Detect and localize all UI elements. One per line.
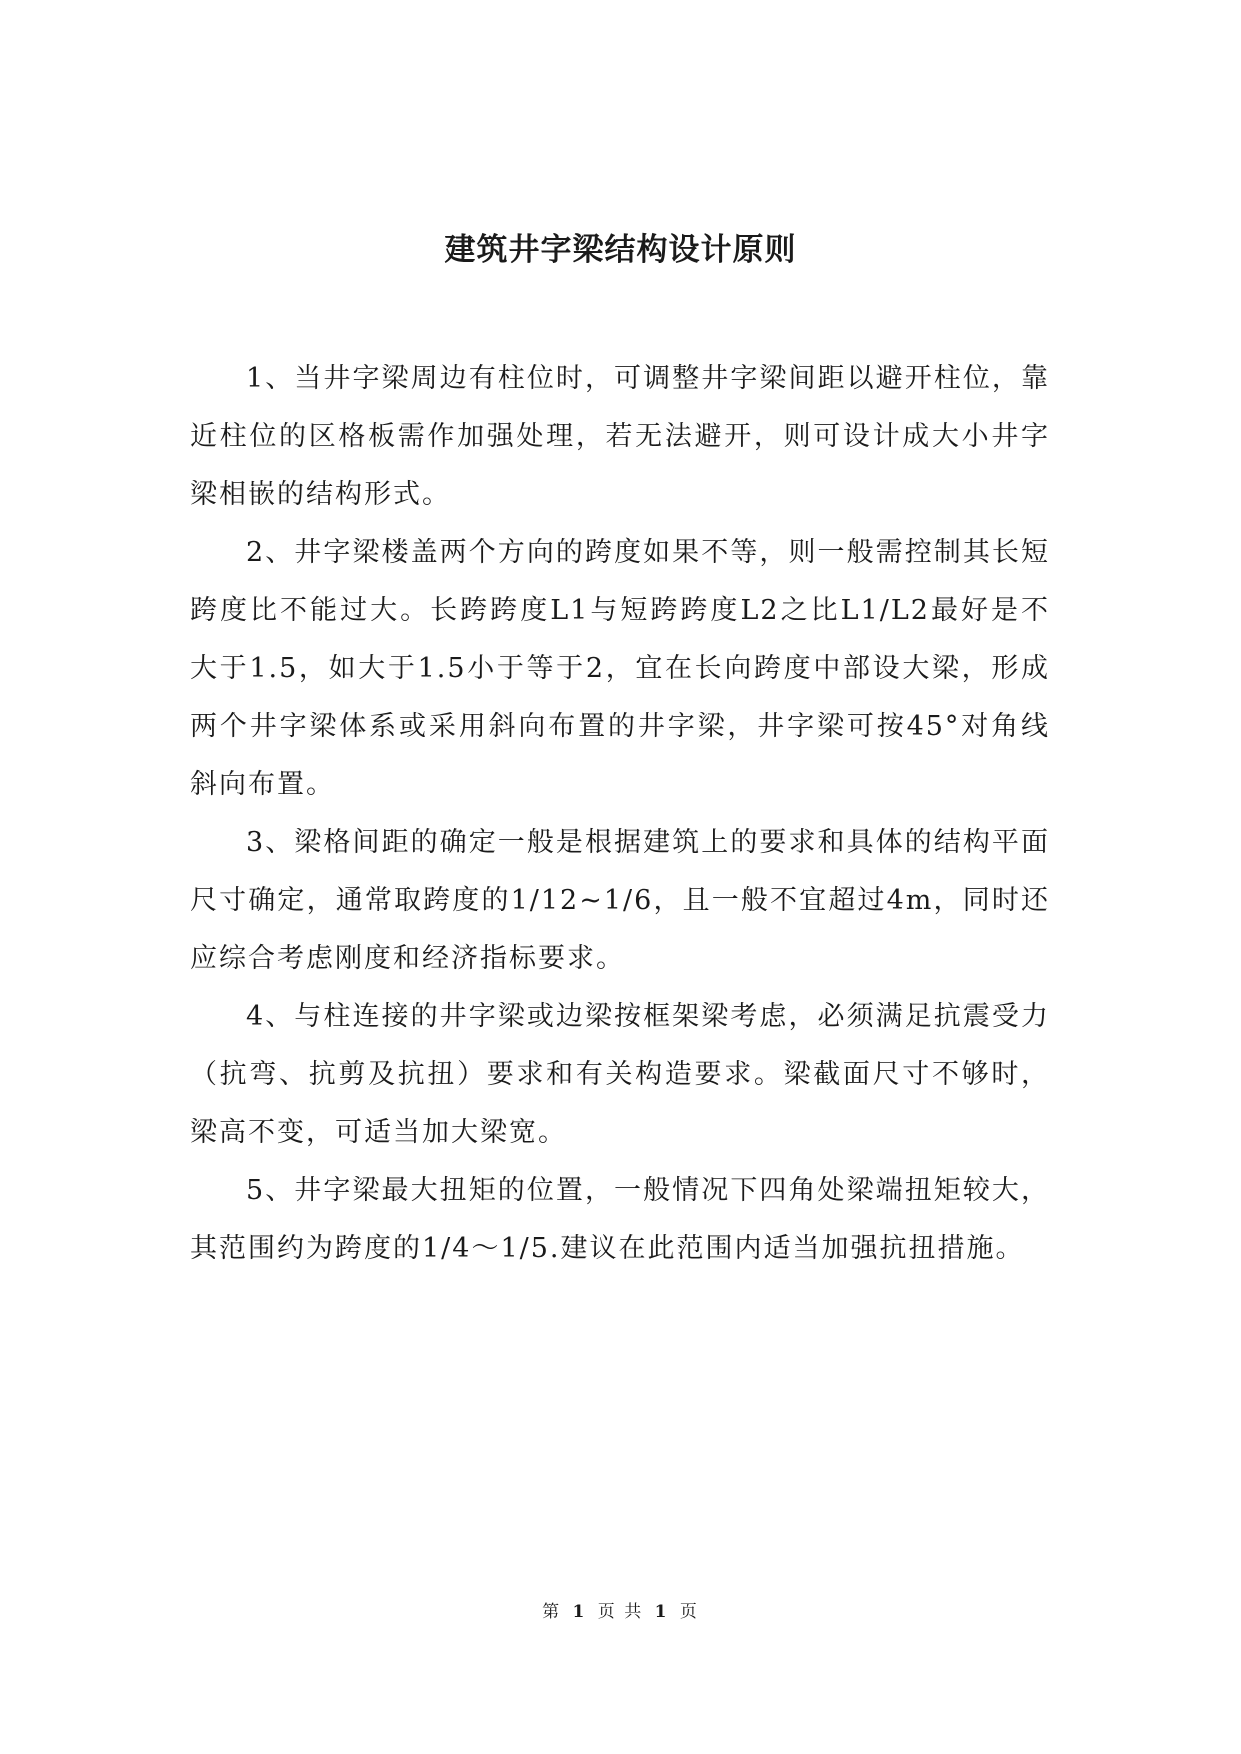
page-footer xyxy=(0,1600,1241,1624)
document-title: 建筑井字梁结构设计原则 xyxy=(444,232,797,268)
paragraph-5: 5、井字梁最大扭矩的位置，一般情况下四角处梁端扭矩较大，其范围约为跨度的1/4～1/5.建议在此范围内适当加强抗扭措施。 xyxy=(190,1175,1050,1264)
paragraph-3: 3、梁格间距的确定一般是根据建筑上的要求和具体的结构平面尺寸确定，通常取跨度的1/12~1/6，且一般不宜超过4m，同时还应综合考虑刚度和经济指标要求。 xyxy=(190,827,1050,974)
document-body xyxy=(190,350,1050,1278)
footer-prefix: 第 xyxy=(542,1602,562,1622)
footer-total-pages: 1 xyxy=(654,1602,669,1622)
paragraph-4: 4、与柱连接的井字梁或边梁按框架梁考虑，必须满足抗震受力（抗弯、抗剪及抗扭）要求和有关构造要求。梁截面尺寸不够时，梁高不变，可适当加大梁宽。 xyxy=(190,1001,1050,1148)
footer-current-page: 1 xyxy=(572,1602,587,1622)
paragraph-2: 2、井字梁楼盖两个方向的跨度如果不等，则一般需控制其长短跨度比不能过大。长跨跨度L1与短跨跨度L2之比L1/L2最好是不大于1.5，如大于1.5小于等于2，宜在长向跨度中部设大梁，形成两个井字梁体系或采用斜向布置的井字梁，井字梁可按45°对角线斜向布置。 xyxy=(190,537,1050,800)
footer-suffix: 页 xyxy=(679,1602,699,1622)
footer-middle: 页 共 xyxy=(597,1602,644,1622)
paragraph-1: 1、当井字梁周边有柱位时，可调整井字梁间距以避开柱位，靠近柱位的区格板需作加强处理，若无法避开，则可设计成大小井字梁相嵌的结构形式。 xyxy=(190,363,1050,510)
